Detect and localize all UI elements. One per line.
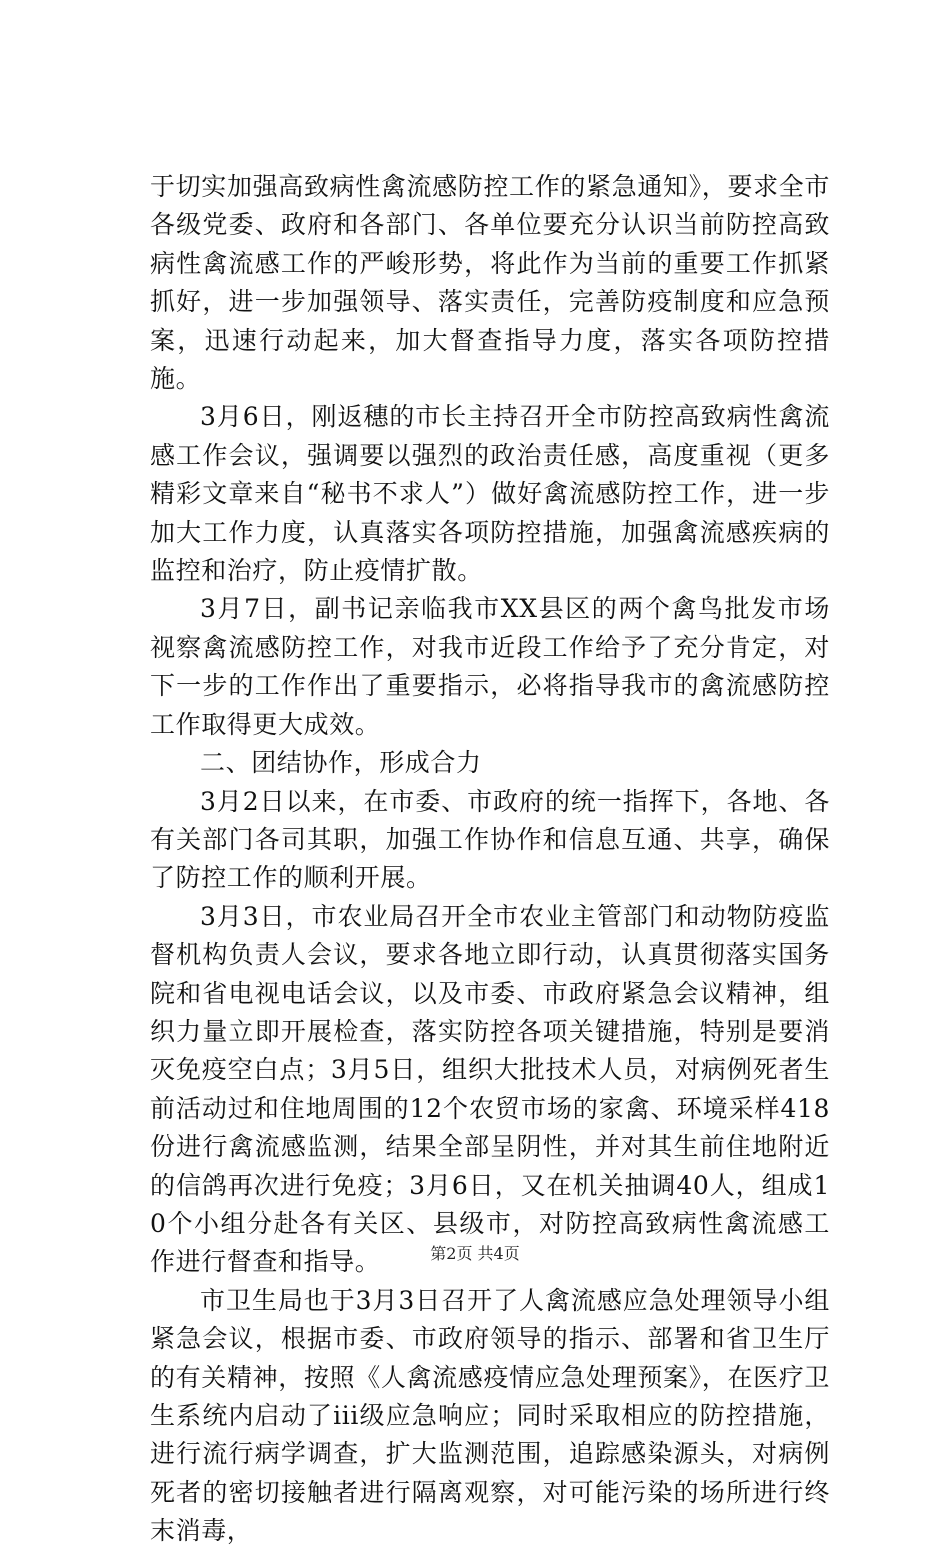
page-footer: 第2页 共4页 <box>430 1244 520 1263</box>
paragraph-coordination: 3月2日以来，在市委、市政府的统一指挥下，各地、各有关部门各司其职，加强工作协作和信息互通、共享，确保了防控工作的顺利开展。 <box>150 786 830 893</box>
paragraph-mayor-meeting: 3月6日，刚返穗的市长主持召开全市防控高致病性禽流感工作会议，强调要以强烈的政治责任感，高度重视（更多精彩文章来自“秘书不求人”）做好禽流感防控工作，进一步加大工作力度，认真落实各项防控措施，加强禽流感疾病的监控和治疗，防止疫情扩散。 <box>150 402 830 586</box>
paragraph-deputy-secretary-visit: 3月7日，副书记亲临我市XX县区的两个禽鸟批发市场视察禽流感防控工作，对我市近段工作给予了充分肯定，对下一步的工作作出了重要指示，必将指导我市的禽流感防控工作取得更大成效。 <box>150 594 830 739</box>
paragraph-continuation: 于切实加强高致病性禽流感防控工作的紧急通知》，要求全市各级党委、政府和各部门、各单位要充分认识当前防控高致病性禽流感工作的严峻形势，将此作为当前的重要工作抓紧抓好，进一步加强领导、落实责任，完善防疫制度和应急预案，迅速行动起来，加大督查指导力度，落实各项防控措施。 <box>150 172 830 394</box>
section-heading-cooperation: 二、团结协作，形成合力 <box>200 748 482 778</box>
document-body <box>150 168 830 1551</box>
paragraph-health-bureau: 市卫生局也于3月3日召开了人禽流感应急处理领导小组紧急会议，根据市委、市政府领导的指示、部署和省卫生厅的有关精神，按照《人禽流感疫情应急处理预案》，在医疗卫生系统内启动了iii级应急响应；同时采取相应的防控措施，进行流行病学调查，扩大监测范围，追踪感染源头，对病例死者的密切接触者进行隔离观察，对可能污染的场所进行终末消毒， <box>150 1285 830 1546</box>
paragraph-agriculture-bureau: 3月3日，市农业局召开全市农业主管部门和动物防疫监督机构负责人会议，要求各地立即行动，认真贯彻落实国务院和省电视电话会议，以及市委、市政府紧急会议精神，组织力量立即开展检查，落实防控各项关键措施，特别是要消灭免疫空白点；3月5日，组织大批技术人员，对病例死者生前活动过和住地周围的12个农贸市场的家禽、环境采样418份进行禽流感监测，结果全部呈阴性，并对其生前住地附近的信鸽再次进行免疫；3月6日，又在机关抽调40人，组成10个小组分赴各有关区、县级市，对防控高致病性禽流感工作进行督查和指导。 <box>150 901 830 1277</box>
